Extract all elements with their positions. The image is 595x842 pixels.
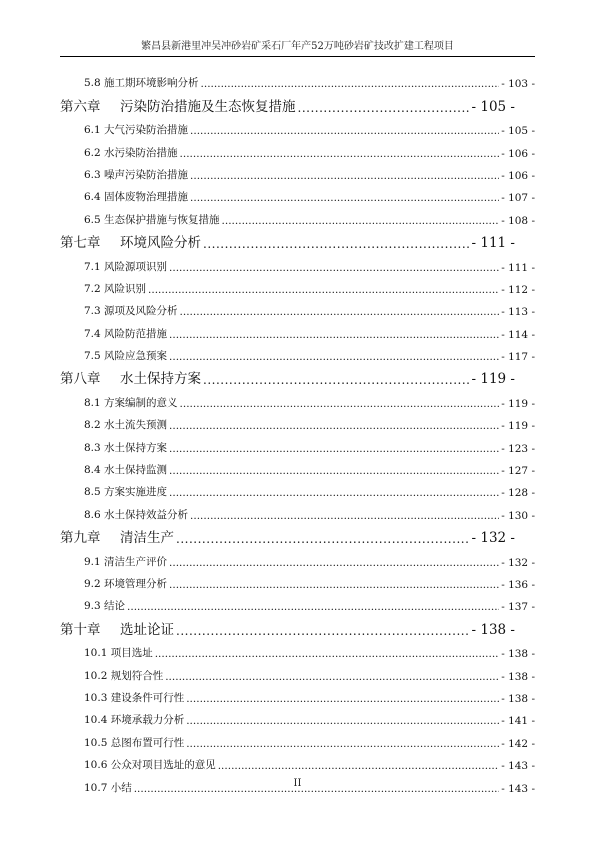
toc-section-entry[interactable]: [60, 251, 535, 273]
toc-page-number: - 137 -: [501, 601, 535, 614]
dot-leader: [186, 693, 499, 705]
dot-leader: [176, 532, 470, 546]
toc-section-entry[interactable]: [60, 137, 535, 159]
toc-entry-title: 9.3 结论: [84, 600, 126, 613]
toc-page-number: - 119 -: [471, 371, 515, 388]
toc-entry-title: 10.1 项目选址: [84, 647, 153, 660]
toc-chapter-entry[interactable]: [60, 227, 535, 251]
dot-leader: [203, 373, 470, 387]
dot-leader: [190, 170, 499, 182]
toc-entry-title: 8.5 方案实施进度: [84, 486, 168, 499]
dot-leader: [190, 125, 499, 137]
toc-section-entry[interactable]: [60, 569, 535, 591]
toc-section-entry[interactable]: [60, 296, 535, 318]
toc-page-number: - 117 -: [501, 351, 535, 364]
toc-page-number: - 108 -: [501, 214, 535, 227]
toc-page-number: - 112 -: [501, 283, 535, 296]
toc-page-number: - 106 -: [501, 169, 535, 182]
chapter-title: 清洁生产: [120, 530, 174, 547]
toc-page-number: - 105 -: [501, 125, 535, 138]
toc-entry-title: 8.6 水土保持效益分析: [84, 508, 189, 521]
dot-leader: [169, 329, 499, 341]
toc-page-number: - 136 -: [501, 578, 535, 591]
toc-page-number: - 128 -: [501, 487, 535, 500]
toc-section-entry[interactable]: [60, 660, 535, 682]
dot-leader: [127, 601, 499, 613]
toc-section-entry[interactable]: [60, 477, 535, 499]
toc-entry-title: 10.7 小结: [84, 781, 132, 794]
toc-page-number: - 111 -: [501, 261, 535, 274]
toc-entry-title: 10.3 建设条件可行性: [84, 691, 185, 704]
dot-leader: [169, 262, 499, 274]
toc-page-number: - 119 -: [501, 397, 535, 410]
toc-entry-title: 7.3 源项及风险分析: [84, 305, 178, 318]
toc-page-number: - 127 -: [501, 465, 535, 478]
toc-entry-title: 7.2 风险识别: [84, 282, 147, 295]
dot-leader: [180, 148, 500, 160]
toc-entry-title: [60, 231, 201, 251]
header-divider: [60, 56, 535, 57]
toc-page-number: - 143 -: [501, 782, 535, 795]
toc-section-entry[interactable]: [60, 455, 535, 477]
toc-entry-title: 6.4 固体废物治理措施: [84, 191, 189, 204]
toc-page-number: - 107 -: [501, 192, 535, 205]
toc-entry-title: 10.4 环境承载力分析: [84, 714, 185, 727]
toc-section-entry[interactable]: [60, 591, 535, 613]
toc-entry-title: 8.2 水土流失预测: [84, 419, 168, 432]
chapter-title: 选址论证: [120, 621, 174, 638]
chapter-title: 污染防治措施及生态恢复措施: [120, 98, 296, 115]
toc-entry-title: 6.5 生态保护措施与恢复措施: [84, 213, 220, 226]
toc-entry-title: [60, 526, 174, 546]
toc-section-entry[interactable]: [60, 274, 535, 296]
toc-page-number: - 132 -: [501, 556, 535, 569]
toc-section-entry[interactable]: [60, 341, 535, 363]
dot-leader: [180, 306, 500, 318]
toc-section-entry[interactable]: [60, 750, 535, 772]
toc-chapter-entry[interactable]: [60, 613, 535, 637]
toc-entry-title: 8.3 水土保持方案: [84, 441, 168, 454]
toc-page-number: - 132 -: [471, 530, 515, 547]
toc-entry-title: 7.4 风险防范措施: [84, 327, 168, 340]
toc-page-number: - 111 -: [471, 235, 515, 252]
dot-leader: [186, 738, 499, 750]
toc-entry-title: 10.5 总图布置可行性: [84, 736, 185, 749]
chapter-number: 第六章: [60, 98, 101, 115]
toc-entry-title: 9.1 清洁生产评价: [84, 555, 168, 568]
toc-page-number: - 138 -: [471, 621, 515, 638]
dot-leader: [169, 351, 499, 363]
table-of-contents: [60, 68, 535, 795]
toc-page-number: - 138 -: [501, 692, 535, 705]
toc-entry-title: 7.5 风险应急预案: [84, 350, 168, 363]
running-header: 繁昌县新港里冲吴冲砂岩矿采石厂年产52万吨砂岩矿技改扩建工程项目: [141, 41, 454, 52]
toc-chapter-entry[interactable]: [60, 522, 535, 546]
toc-page-number: - 138 -: [501, 648, 535, 661]
toc-section-entry[interactable]: [60, 546, 535, 568]
toc-page-number: - 105 -: [471, 98, 515, 115]
dot-leader: [180, 398, 500, 410]
toc-chapter-entry[interactable]: [60, 363, 535, 387]
dot-leader: [169, 487, 499, 499]
toc-section-entry[interactable]: [60, 683, 535, 705]
dot-leader: [298, 101, 470, 115]
toc-section-entry[interactable]: [60, 160, 535, 182]
toc-page-number: - 119 -: [501, 420, 535, 433]
toc-section-entry[interactable]: [60, 638, 535, 660]
chapter-number: 第七章: [60, 235, 101, 252]
toc-section-entry[interactable]: [60, 410, 535, 432]
toc-section-entry[interactable]: [60, 115, 535, 137]
toc-page-number: - 123 -: [501, 442, 535, 455]
chapter-title: 水土保持方案: [120, 371, 201, 388]
chapter-number: 第八章: [60, 371, 101, 388]
toc-section-entry[interactable]: [60, 204, 535, 226]
toc-page-number: - 103 -: [501, 78, 535, 91]
toc-section-entry[interactable]: [60, 727, 535, 749]
dot-leader: [169, 465, 499, 477]
toc-entry-title: 7.1 风险源项识别: [84, 260, 168, 273]
toc-entry-title: 9.2 环境管理分析: [84, 577, 168, 590]
dot-leader: [169, 579, 499, 591]
toc-entry-title: 6.3 噪声污染防治措施: [84, 168, 189, 181]
chapter-number: 第十章: [60, 621, 101, 638]
dot-leader: [218, 760, 499, 772]
toc-page-number: - 113 -: [501, 306, 535, 319]
toc-page-number: - 141 -: [501, 715, 535, 728]
toc-entry-title: [60, 95, 296, 115]
dot-leader: [222, 215, 500, 227]
chapter-title: 环境风险分析: [120, 235, 201, 252]
dot-leader: [148, 284, 499, 296]
dot-leader: [186, 715, 499, 727]
dot-leader: [201, 78, 500, 90]
toc-section-entry[interactable]: [60, 68, 535, 90]
toc-entry-title: 6.2 水污染防治措施: [84, 146, 178, 159]
toc-section-entry[interactable]: [60, 318, 535, 340]
dot-leader: [169, 420, 499, 432]
toc-entry-title: 10.6 公众对项目选址的意见: [84, 759, 216, 772]
toc-page-number: - 106 -: [501, 147, 535, 160]
toc-page-number: - 114 -: [501, 328, 535, 341]
toc-entry-title: 10.2 规划符合性: [84, 669, 164, 682]
toc-section-entry[interactable]: [60, 499, 535, 521]
dot-leader: [176, 624, 470, 638]
toc-entry-title: 6.1 大气污染防治措施: [84, 124, 189, 137]
toc-entry-title: [60, 618, 174, 638]
dot-leader: [165, 671, 499, 683]
page-number: II: [293, 778, 302, 789]
toc-entry-title: 5.8 施工期环境影响分析: [84, 77, 199, 90]
toc-entry-title: 8.1 方案编制的意义: [84, 396, 178, 409]
chapter-number: 第九章: [60, 530, 101, 547]
toc-entry-title: 8.4 水土保持监测: [84, 464, 168, 477]
toc-page-number: - 143 -: [501, 760, 535, 773]
toc-page-number: - 138 -: [501, 670, 535, 683]
dot-leader: [169, 557, 499, 569]
dot-leader: [190, 192, 499, 204]
toc-chapter-entry[interactable]: [60, 90, 535, 114]
toc-section-entry[interactable]: [60, 705, 535, 727]
toc-section-entry[interactable]: [60, 182, 535, 204]
toc-page-number: - 130 -: [501, 509, 535, 522]
dot-leader: [190, 510, 499, 522]
toc-section-entry[interactable]: [60, 387, 535, 409]
dot-leader: [155, 648, 499, 660]
toc-page-number: - 142 -: [501, 737, 535, 750]
dot-leader: [203, 237, 470, 251]
toc-entry-title: [60, 367, 201, 387]
dot-leader: [169, 443, 499, 455]
toc-section-entry[interactable]: [60, 432, 535, 454]
